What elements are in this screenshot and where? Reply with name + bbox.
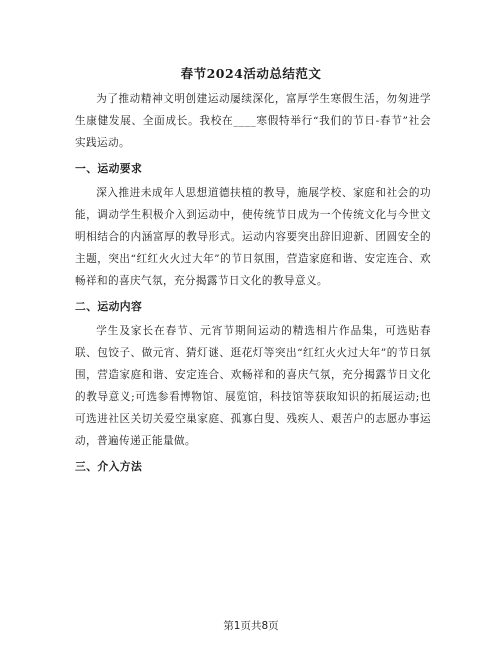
intro-paragraph: 为了推动精神文明创建运动屡续深化，富厚学生寒假生活，勿匆进学生康健发展、全面成长。我校在____寒假特举行“我们的节日-春节”社会实践运动。 xyxy=(75,93,431,149)
document-body xyxy=(75,88,431,480)
section-heading-requirements: 一、运动要求 xyxy=(75,162,143,175)
section-heading-method: 三、介入方法 xyxy=(75,460,143,473)
section-heading-content: 二、运动内容 xyxy=(75,300,143,313)
document-title: 春节2024活动总结范文 xyxy=(180,66,322,81)
section-body-requirements: 深入推进未成年人思想道德扶植的教导，施展学校、家庭和社会的功能，调动学生积极介入到运动中，使传统节日成为一个传统文化与今世文明相结合的内涵富厚的教导形式。运动内容要突出辞旧迎新、团圆安全的主题，突出“红红火火过大年”的节日氛围，营造家庭和谐、安定连合、欢畅祥和的喜庆气氛，充分揭露节日文化的教导意义。 xyxy=(75,187,431,287)
page-number: 第1页共8页 xyxy=(223,620,279,632)
section-body-content: 学生及家长在春节、元宵节期间运动的精选相片作品集，可选贴春联、包饺子、做元宵、猜灯谜、逛花灯等突出“红红火火过大年”的节日氛围，营造家庭和谐、安定连合、欢畅祥和的喜庆气氛，充分揭露节日文化的教导意义;可选参看博物馆、展览馆，科技馆等获取知识的拓展运动;也可选进社区关切关爱空巢家庭、孤寡白叟、残疾人、艰苦户的志愿办事运动，普遍传递正能量做。 xyxy=(75,325,431,447)
